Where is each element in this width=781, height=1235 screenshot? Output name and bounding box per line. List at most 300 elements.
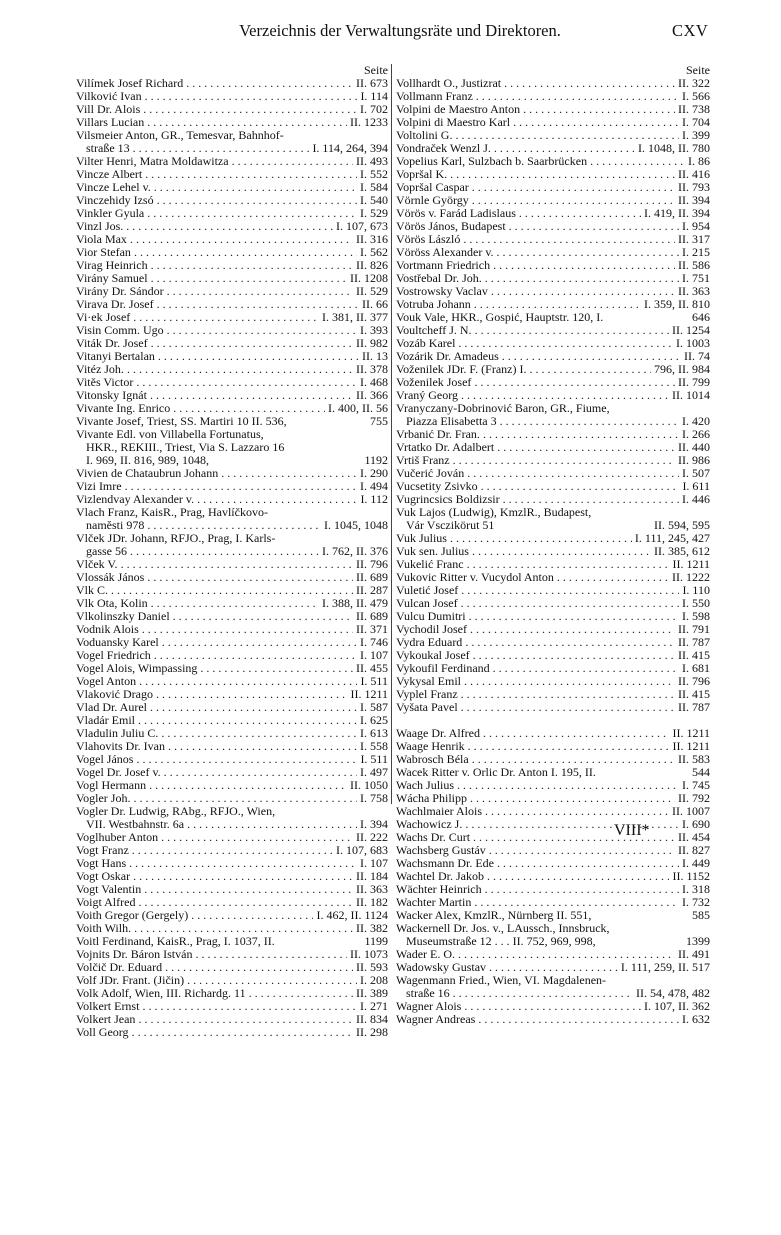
index-entry — [396, 623, 710, 636]
entry-name: Vlach Franz, KaisR., Prag, Havlíčkovo- — [76, 506, 268, 519]
entry-name: Vondraček Wenzl J. . . . — [396, 142, 710, 155]
entry-reference: II. 1222 — [669, 571, 710, 584]
entry-name: Vizlendvay Alexander v. . . . — [76, 493, 388, 506]
seite-label: Seite — [364, 63, 388, 77]
index-entry — [76, 623, 388, 636]
entry-name: Vörös János, Budapest . . . — [396, 220, 710, 233]
index-entry — [76, 480, 388, 493]
index-entry — [396, 870, 710, 883]
entry-reference: II. 491 — [675, 948, 710, 961]
signature-mark: VIII* — [614, 822, 650, 839]
entry-name: Vopršal K. . . . — [396, 168, 710, 181]
entry-name: Volpini de Maestro Anton . . . — [396, 103, 710, 116]
index-entry — [76, 805, 388, 818]
entry-reference: 1192 — [361, 454, 388, 467]
entry-name: Vinzl Jos. . . . — [76, 220, 388, 233]
entry-name: Wacek Ritter v. Orlic Dr. Anton I. 195, II. — [396, 766, 596, 779]
index-entry — [396, 1013, 710, 1026]
entry-reference: II. 827 — [675, 844, 710, 857]
entry-name: Virag Heinrich . . . — [76, 259, 388, 272]
index-entry — [76, 246, 388, 259]
entry-reference: I. 1048, II. 780 — [635, 142, 710, 155]
entry-name: Vilímek Josef Richard . . . — [76, 77, 388, 90]
entry-name: Vogt Hans . . . — [76, 857, 388, 870]
entry-reference: II. 1233 — [347, 116, 388, 129]
index-entry — [76, 207, 388, 220]
entry-name: Vinczehidy Izsó . . . — [76, 194, 388, 207]
entry-name: Vostrowsky Vaclav . . . — [396, 285, 710, 298]
index-entry — [76, 857, 388, 870]
index-entry — [76, 844, 388, 857]
entry-reference: II. 454 — [675, 831, 710, 844]
entry-name: Vilković Ivan . . . — [76, 90, 388, 103]
index-entry — [396, 675, 710, 688]
entry-name: Wachowicz J. . . . — [396, 818, 710, 831]
entry-name: Vouk Vale, HKR., Gospić, Hauptstr. 120, I. — [396, 311, 604, 324]
index-entry — [396, 974, 710, 987]
index-entry — [396, 77, 710, 90]
entry-name: Waage Dr. Alfred . . . — [396, 727, 710, 740]
index-entry — [396, 506, 710, 519]
entry-name: Vilter Henri, Matra Moldawitza . . . — [76, 155, 388, 168]
entry-reference: I. 381, II. 377 — [319, 311, 388, 324]
entry-reference: I. 566 — [679, 90, 710, 103]
entry-reference: I. 114, 264, 394 — [309, 142, 388, 155]
index-entry — [76, 831, 388, 844]
entry-reference: I. 86 — [685, 155, 710, 168]
index-entry — [396, 402, 710, 415]
entry-reference: II. 1007 — [669, 805, 710, 818]
page-header — [0, 0, 781, 48]
index-entry — [396, 909, 710, 922]
entry-reference: II. 1050 — [347, 779, 388, 792]
index-entry — [396, 740, 710, 753]
entry-name: Volpini di Maestro Karl . . . — [396, 116, 710, 129]
index-entry — [76, 298, 388, 311]
entry-reference: II. 287 — [353, 584, 388, 597]
entry-name: Vivien de Chataubrun Johann . . . — [76, 467, 388, 480]
entry-reference: II. 593 — [353, 961, 388, 974]
entry-reference: I. 114 — [357, 90, 388, 103]
entry-reference: I. 558 — [357, 740, 388, 753]
index-entry — [396, 532, 710, 545]
entry-reference: II. 583 — [675, 753, 710, 766]
index-entry — [76, 155, 388, 168]
entry-name: Vuk sen. Julius . . . — [396, 545, 710, 558]
index-entry — [76, 649, 388, 662]
entry-reference: I. 107 — [357, 649, 388, 662]
index-entry — [76, 116, 388, 129]
index-entry — [76, 545, 388, 558]
entry-reference: I. 215 — [679, 246, 710, 259]
entry-reference: I. 762, II. 376 — [319, 545, 388, 558]
index-entry — [76, 363, 388, 376]
column-divider — [391, 64, 392, 804]
entry-reference: I. 704 — [679, 116, 710, 129]
entry-reference: I. 550 — [679, 597, 710, 610]
index-entry — [76, 636, 388, 649]
entry-reference: I. 751 — [679, 272, 710, 285]
index-entry — [396, 363, 710, 376]
index-entry — [396, 233, 710, 246]
entry-name: Wagner Andreas . . . — [396, 1013, 710, 1026]
entry-name: Vill Dr. Alois . . . — [76, 103, 388, 116]
entry-name: Vlahovits Dr. Ivan . . . — [76, 740, 388, 753]
entry-name: Voženilek JDr. F. (Franz) I. . . . — [396, 363, 710, 376]
entry-reference: I. 266 — [679, 428, 710, 441]
index-entry — [76, 896, 388, 909]
entry-reference: II. 1014 — [669, 389, 710, 402]
index-entry — [76, 779, 388, 792]
index-entry — [396, 90, 710, 103]
entry-name: Wabrosch Béla . . . — [396, 753, 710, 766]
index-entry — [76, 311, 388, 324]
entry-name: Vykoukal Josef . . . — [396, 649, 710, 662]
index-entry — [76, 441, 388, 454]
entry-name: Vollhardt O., Justizrat . . . — [396, 77, 710, 90]
index-entry — [76, 493, 388, 506]
entry-name: Vučerić Jován . . . — [396, 467, 710, 480]
index-entry — [396, 298, 710, 311]
index-entry — [396, 766, 710, 779]
entry-reference: II. 493 — [353, 155, 388, 168]
entry-name: VII. Westbahnstr. 6a . . . — [86, 818, 388, 831]
entry-name: Vrtatko Dr. Adalbert . . . — [396, 441, 710, 454]
index-entry — [396, 389, 710, 402]
entry-name: straße 16 . . . — [406, 987, 710, 1000]
seite-label: Seite — [686, 63, 710, 77]
entry-reference: II. 298 — [353, 1026, 388, 1039]
entry-reference: I. 107 — [357, 857, 388, 870]
entry-name: Vörös v. Farád Ladislaus . . . — [396, 207, 710, 220]
entry-name: Vogel Anton . . . — [76, 675, 388, 688]
entry-name: Vopršal Caspar . . . — [396, 181, 710, 194]
index-entry — [396, 220, 710, 233]
entry-name: Vogler Dr. Ludwig, RAbg., RFJO., Wien, — [76, 805, 276, 818]
index-entry — [396, 272, 710, 285]
index-entry — [76, 428, 388, 441]
entry-name: Vlk C. . . . — [76, 584, 388, 597]
index-entry — [396, 493, 710, 506]
index-entry — [396, 129, 710, 142]
entry-reference: II. 1208 — [347, 272, 388, 285]
entry-name: Vior Stefan . . . — [76, 246, 388, 259]
index-entry — [396, 376, 710, 389]
entry-name: Wader E. O. . . . — [396, 948, 710, 961]
index-entry — [396, 935, 710, 948]
entry-name: Wachlmaier Alois . . . — [396, 805, 710, 818]
entry-reference: II. 793 — [675, 181, 710, 194]
entry-reference: II. 689 — [353, 571, 388, 584]
entry-reference: I. 681 — [679, 662, 710, 675]
entry-name: Vivante Ing. Enrico . . . — [76, 402, 388, 415]
entry-reference: I. 702 — [357, 103, 388, 116]
entry-reference: II. 1073 — [347, 948, 388, 961]
entry-name: Vuletić Josef . . . — [396, 584, 710, 597]
entry-reference: II. 13 — [359, 350, 388, 363]
entry-reference: II. 689 — [353, 610, 388, 623]
index-entry — [396, 207, 710, 220]
entry-reference: I. 552 — [357, 168, 388, 181]
entry-name: Volkert Ernst . . . — [76, 1000, 388, 1013]
entry-name: Vlček V. . . . — [76, 558, 388, 571]
entry-reference: I. 497 — [357, 766, 388, 779]
index-entry — [396, 649, 710, 662]
entry-name: Virava Dr. Josef . . . — [76, 298, 388, 311]
entry-name: Wadowsky Gustav . . . — [396, 961, 710, 974]
entry-reference: II. 415 — [675, 649, 710, 662]
entry-name: straße 13 . . . — [86, 142, 388, 155]
entry-name: Vortmann Friedrich . . . — [396, 259, 710, 272]
index-entry — [76, 402, 388, 415]
entry-reference: II. 1211 — [669, 727, 710, 740]
entry-name: Piazza Elisabetta 3 . . . — [406, 415, 710, 428]
right-column — [396, 64, 710, 1026]
index-entry — [76, 1026, 388, 1039]
entry-name: Wächter Heinrich . . . — [396, 883, 710, 896]
index-entry — [396, 558, 710, 571]
entry-reference: II. 378 — [353, 363, 388, 376]
entry-name: Visin Comm. Ugo . . . — [76, 324, 388, 337]
index-entry — [76, 519, 388, 532]
entry-name: Wachs Dr. Curt . . . — [396, 831, 710, 844]
entry-reference: II. 394 — [675, 194, 710, 207]
entry-reference: I. 110 — [679, 584, 710, 597]
entry-name: Voženilek Josef . . . — [396, 376, 710, 389]
entry-name: Vogel Alois, Wimpassing . . . — [76, 662, 388, 675]
entry-name: Vuk Julius . . . — [396, 532, 710, 545]
entry-reference: II. 382 — [353, 922, 388, 935]
entry-reference: II. 363 — [353, 883, 388, 896]
entry-name: Volf JDr. Frant. (Jičin) . . . — [76, 974, 388, 987]
entry-reference: I. 562 — [357, 246, 388, 259]
entry-name: Vulcan Josef . . . — [396, 597, 710, 610]
entry-name: Vogel Friedrich . . . — [76, 649, 388, 662]
entry-name: Wach Julius . . . — [396, 779, 710, 792]
entry-reference: II. 385, 612 — [651, 545, 710, 558]
entry-reference: II. 787 — [675, 701, 710, 714]
entry-name: Museumstraße 12 . . . II. 752, 969, 998, — [406, 935, 596, 948]
entry-name: Vopelius Karl, Sulzbach b. Saarbrücken . . . — [396, 155, 710, 168]
entry-name: Vlk Ota, Kolin . . . — [76, 597, 388, 610]
entry-name: Vöröss Alexander v. . . . — [396, 246, 710, 259]
entry-reference: 544 — [689, 766, 710, 779]
entry-name: Voduansky Karel . . . — [76, 636, 388, 649]
index-entry — [396, 155, 710, 168]
entry-reference: 755 — [367, 415, 388, 428]
entry-name: Volkert Jean . . . — [76, 1013, 388, 1026]
index-entry — [76, 337, 388, 350]
index-entry — [76, 727, 388, 740]
index-entry — [396, 571, 710, 584]
index-entry — [396, 259, 710, 272]
entry-name: Voll Georg . . . — [76, 1026, 388, 1039]
entry-name: Vogl Hermann . . . — [76, 779, 388, 792]
entry-name: Vörös László . . . — [396, 233, 710, 246]
entry-name: Vivante Josef, Triest, SS. Martiri 10 II. 536, — [76, 415, 287, 428]
entry-name: Vuk Lajos (Ludwig), KmzlR., Budapest, — [396, 506, 592, 519]
index-entry — [396, 311, 710, 324]
entry-reference: I. 494 — [357, 480, 388, 493]
index-entry — [396, 428, 710, 441]
entry-reference: I. 540 — [357, 194, 388, 207]
entry-reference: II. 363 — [675, 285, 710, 298]
index-entry — [396, 142, 710, 155]
entry-reference: 646 — [689, 311, 710, 324]
entry-name: Wácha Philipp . . . — [396, 792, 710, 805]
entry-reference: I. 511 — [357, 675, 388, 688]
entry-reference: II. 796 — [675, 675, 710, 688]
entry-name: Vozáb Karel . . . — [396, 337, 710, 350]
entry-name: I. 969, II. 816, 989, 1048, — [86, 454, 209, 467]
index-entry — [76, 142, 388, 155]
entry-name: Waage Henrik . . . — [396, 740, 710, 753]
index-entry — [76, 415, 388, 428]
entry-name: Votruba Johann . . . — [396, 298, 710, 311]
entry-reference: II. 54, 478, 482 — [633, 987, 710, 1000]
entry-name: Wachtel Dr. Jakob . . . — [396, 870, 710, 883]
index-entry — [396, 610, 710, 623]
index-entry — [396, 480, 710, 493]
entry-reference: I. 462, II. 1124 — [313, 909, 388, 922]
entry-reference: I. 394 — [357, 818, 388, 831]
entry-reference: I. 529 — [357, 207, 388, 220]
entry-name: Vykoufil Ferdinand . . . — [396, 662, 710, 675]
index-entry — [396, 753, 710, 766]
entry-reference: II. 182 — [353, 896, 388, 909]
entry-reference: I. 400, II. 56 — [325, 402, 388, 415]
index-entry — [396, 519, 710, 532]
entry-name: Vladulin Juliu C. . . . — [76, 727, 388, 740]
index-entry — [76, 883, 388, 896]
entry-name: Vincze Albert . . . — [76, 168, 388, 181]
entry-name: Vogel János . . . — [76, 753, 388, 766]
entry-name: Vrbanić Dr. Fran. . . . — [396, 428, 710, 441]
entry-reference: II. 1211 — [669, 558, 710, 571]
index-entry — [396, 922, 710, 935]
index-entry — [396, 103, 710, 116]
index-entry — [396, 324, 710, 337]
entry-reference: I. 690 — [679, 818, 710, 831]
entry-name: Wacker Alex, KmzlR., Nürnberg II. 551, — [396, 909, 592, 922]
index-entry — [76, 506, 388, 519]
entry-name: Vlad Dr. Aurel . . . — [76, 701, 388, 714]
entry-name: Vlkolinszky Daniel . . . — [76, 610, 388, 623]
entry-name: Wackernell Dr. Jos. v., LAussch., Innsbruck, — [396, 922, 610, 935]
entry-name: Vogt Valentin . . . — [76, 883, 388, 896]
entry-reference: II. 371 — [353, 623, 388, 636]
entry-reference: II. 455 — [353, 662, 388, 675]
entry-reference: II. 673 — [353, 77, 388, 90]
entry-reference: I. 419, II. 394 — [641, 207, 710, 220]
entry-name: Voith Gregor (Gergely) . . . — [76, 909, 388, 922]
index-entry — [76, 181, 388, 194]
index-entry — [76, 558, 388, 571]
entry-name: Vojnits Dr. Báron István . . . — [76, 948, 388, 961]
index-entry — [76, 909, 388, 922]
index-entry — [396, 662, 710, 675]
index-entry — [76, 532, 388, 545]
index-entry — [76, 597, 388, 610]
entry-name: Wagenmann Fried., Wien, VI. Magdalenen- — [396, 974, 607, 987]
index-entry — [396, 831, 710, 844]
index-entry — [396, 727, 710, 740]
index-entry — [76, 870, 388, 883]
entry-name: Wachsmann Dr. Ede . . . — [396, 857, 710, 870]
index-entry — [396, 636, 710, 649]
index-entry — [396, 1000, 710, 1013]
entry-reference: II. 529 — [353, 285, 388, 298]
entry-name: Vostřebal Dr. Joh. . . . — [396, 272, 710, 285]
index-entry — [76, 103, 388, 116]
section-gap — [396, 714, 710, 727]
entry-reference: I. 468 — [357, 376, 388, 389]
entry-name: Voith Wilh. . . . — [76, 922, 388, 935]
entry-name: Vucsetity Zsivko . . . — [396, 480, 710, 493]
entry-reference: I. 107, 683 — [333, 844, 388, 857]
entry-name: Vykysal Emil . . . — [396, 675, 710, 688]
entry-name: Vyplel Franz . . . — [396, 688, 710, 701]
entry-reference: II. 796 — [353, 558, 388, 571]
index-entry — [396, 883, 710, 896]
entry-reference: I. 449 — [679, 857, 710, 870]
entry-name: Virány Samuel . . . — [76, 272, 388, 285]
entry-name: Vogt Franz . . . — [76, 844, 388, 857]
entry-name: Vogt Oskar . . . — [76, 870, 388, 883]
entry-name: Viták Dr. Josef . . . — [76, 337, 388, 350]
entry-name: Vincze Lehel v. . . . — [76, 181, 388, 194]
index-entry — [76, 168, 388, 181]
index-entry — [396, 987, 710, 1000]
entry-reference: I. 584 — [357, 181, 388, 194]
entry-reference: II. 1152 — [669, 870, 710, 883]
index-entry — [76, 129, 388, 142]
entry-name: Vozárik Dr. Amadeus . . . — [396, 350, 710, 363]
index-entry — [396, 688, 710, 701]
index-entry — [76, 324, 388, 337]
index-entry — [396, 545, 710, 558]
entry-name: Villars Lucian . . . — [76, 116, 388, 129]
index-entry — [76, 376, 388, 389]
entry-reference: I. 954 — [679, 220, 710, 233]
entry-reference: II. 1211 — [669, 740, 710, 753]
index-entry — [396, 415, 710, 428]
entry-name: Vugrincsics Boldizsir . . . — [396, 493, 710, 506]
index-entry — [76, 220, 388, 233]
index-entry — [396, 246, 710, 259]
index-entry — [76, 922, 388, 935]
entry-name: Vogler Joh. . . . — [76, 792, 388, 805]
entry-name: Viola Max . . . — [76, 233, 388, 246]
entry-reference: II. 982 — [353, 337, 388, 350]
index-entry — [76, 792, 388, 805]
index-entry — [76, 688, 388, 701]
index-entry — [76, 935, 388, 948]
index-entry — [76, 662, 388, 675]
entry-reference: I. 625 — [357, 714, 388, 727]
entry-reference: I. 611 — [679, 480, 710, 493]
entry-reference: II. 66 — [359, 298, 388, 311]
entry-reference: II. 791 — [675, 623, 710, 636]
index-entry — [76, 584, 388, 597]
index-entry — [76, 740, 388, 753]
index-entry — [396, 168, 710, 181]
entry-reference: I. 1045, 1048 — [321, 519, 388, 532]
entry-reference: II. 1211 — [347, 688, 388, 701]
entry-reference: II. 317 — [675, 233, 710, 246]
index-entry — [396, 441, 710, 454]
entry-name: Vogel Dr. Josef v. . . . — [76, 766, 388, 779]
